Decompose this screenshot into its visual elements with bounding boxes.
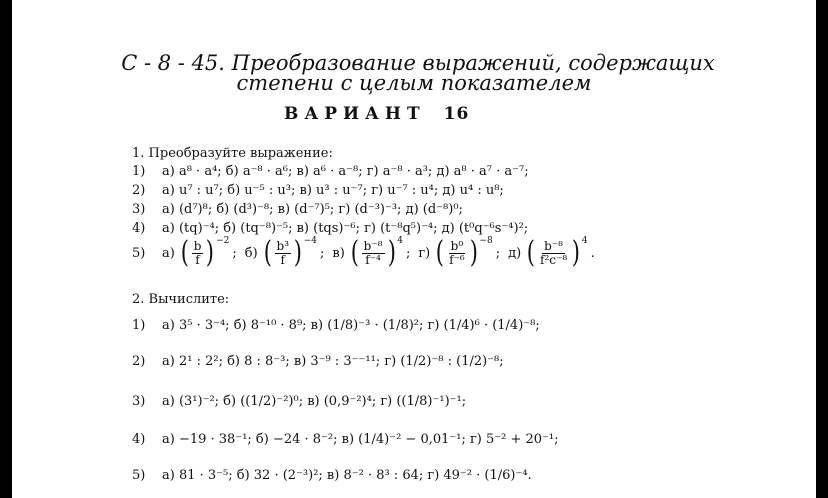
task2-row	[132, 468, 532, 483]
row-number: 2)	[132, 354, 146, 369]
row-text: а) a⁸ · a⁴; б) a⁻⁸ · a⁶; в) a⁶ · a⁻⁸; г) a⁻⁸ · a³; д) a⁸ · a⁷ · a⁻⁷;	[162, 164, 529, 179]
row-number: 1)	[132, 318, 146, 333]
worksheet-page	[12, 0, 816, 498]
row-text: а) (d⁷)⁸; б) (d³)⁻⁸; в) (d⁻⁷)⁵; г) (d⁻³)⁻³; д) (d⁻⁸)⁰;	[162, 202, 463, 217]
variant-number: 16	[443, 104, 470, 124]
task1-row	[132, 183, 504, 198]
row-number: 5)	[132, 245, 146, 261]
task1-heading: 1. Преобразуйте выражение:	[132, 146, 333, 161]
row-text: а) −19 · 38⁻¹; б) −24 · 8⁻²; в) (1/4)⁻² − 0,01⁻¹; г) 5⁻² + 20⁻¹;	[162, 432, 559, 447]
row-number: 2)	[132, 183, 146, 198]
task2-row	[132, 432, 559, 447]
row-number: 1)	[132, 164, 146, 179]
task1-row	[132, 202, 463, 217]
row-number: 5)	[132, 468, 146, 483]
row-text: а) (tq)⁻⁴; б) (tq⁻⁸)⁻⁵; в) (tqs)⁻⁶; г) (t⁻⁸q⁵)⁻⁴; д) (t⁰q⁻⁶s⁻⁴)²;	[162, 221, 529, 236]
row-text: а) (3¹)⁻²; б) ((1/2)⁻²)⁰; в) (0,9⁻²)⁴; г) ((1/8)⁻¹)⁻¹;	[162, 394, 467, 409]
task1-row-fractions	[132, 235, 603, 270]
row-text: а) 81 · 3⁻⁵; б) 32 · (2⁻³)²; в) 8⁻² · 8³ : 64; г) 49⁻² · (1/6)⁻⁴.	[162, 468, 532, 483]
row-text: а) 2¹ : 2²; б) 8 : 8⁻³; в) 3⁻⁹ : 3⁻⁻¹¹; г) (1/2)⁻⁸ : (1/2)⁻⁸;	[162, 354, 504, 369]
fraction-item: д) ( $\frac{\text{b⁻⁸}}{\text{f²c⁻⁸}}$ ) 4 .	[508, 235, 595, 270]
fraction-item: в) ( $\frac{\text{b⁻⁸}}{\text{f⁻⁴}}$ ) 4 ;	[332, 235, 411, 270]
variant-label: ВАРИАНТ	[284, 104, 426, 124]
fraction-item: б) ( $\frac{\text{b³}}{f}$ ) −4 ;	[244, 235, 325, 270]
fraction-item: а) ( $\frac{b}{f}$ ) −2 ;	[162, 235, 237, 270]
row-text: а) u⁷ : u⁷; б) u⁻⁵ : u³; в) u³ : u⁻⁷; г) u⁻⁷ : u⁴; д) u⁴ : u⁸;	[162, 183, 504, 198]
variant-heading	[284, 104, 469, 124]
page-subtitle: степени с целым показателем	[236, 71, 592, 95]
fraction-item: г) ( $\frac{\text{b⁰}}{\text{f⁻⁶}}$ ) −8 ;	[418, 235, 501, 270]
row-text: а) 3⁵ · 3⁻⁴; б) 8⁻¹⁰ · 8⁹; в) (1/8)⁻³ · (1/8)²; г) (1/4)⁶ · (1/4)⁻⁸;	[162, 318, 540, 333]
page-title: С - 8 - 45. Преобразование выражений, содержащих	[121, 51, 715, 75]
row-number: 3)	[132, 202, 146, 217]
task1-row	[132, 164, 529, 179]
task2-row	[132, 394, 466, 409]
row-number: 4)	[132, 432, 146, 447]
task2-row	[132, 318, 540, 333]
task2-row	[132, 354, 504, 369]
row-number: 3)	[132, 394, 146, 409]
task1-row	[132, 221, 528, 236]
row-number: 4)	[132, 221, 146, 236]
task2-heading: 2. Вычислите:	[132, 292, 230, 307]
